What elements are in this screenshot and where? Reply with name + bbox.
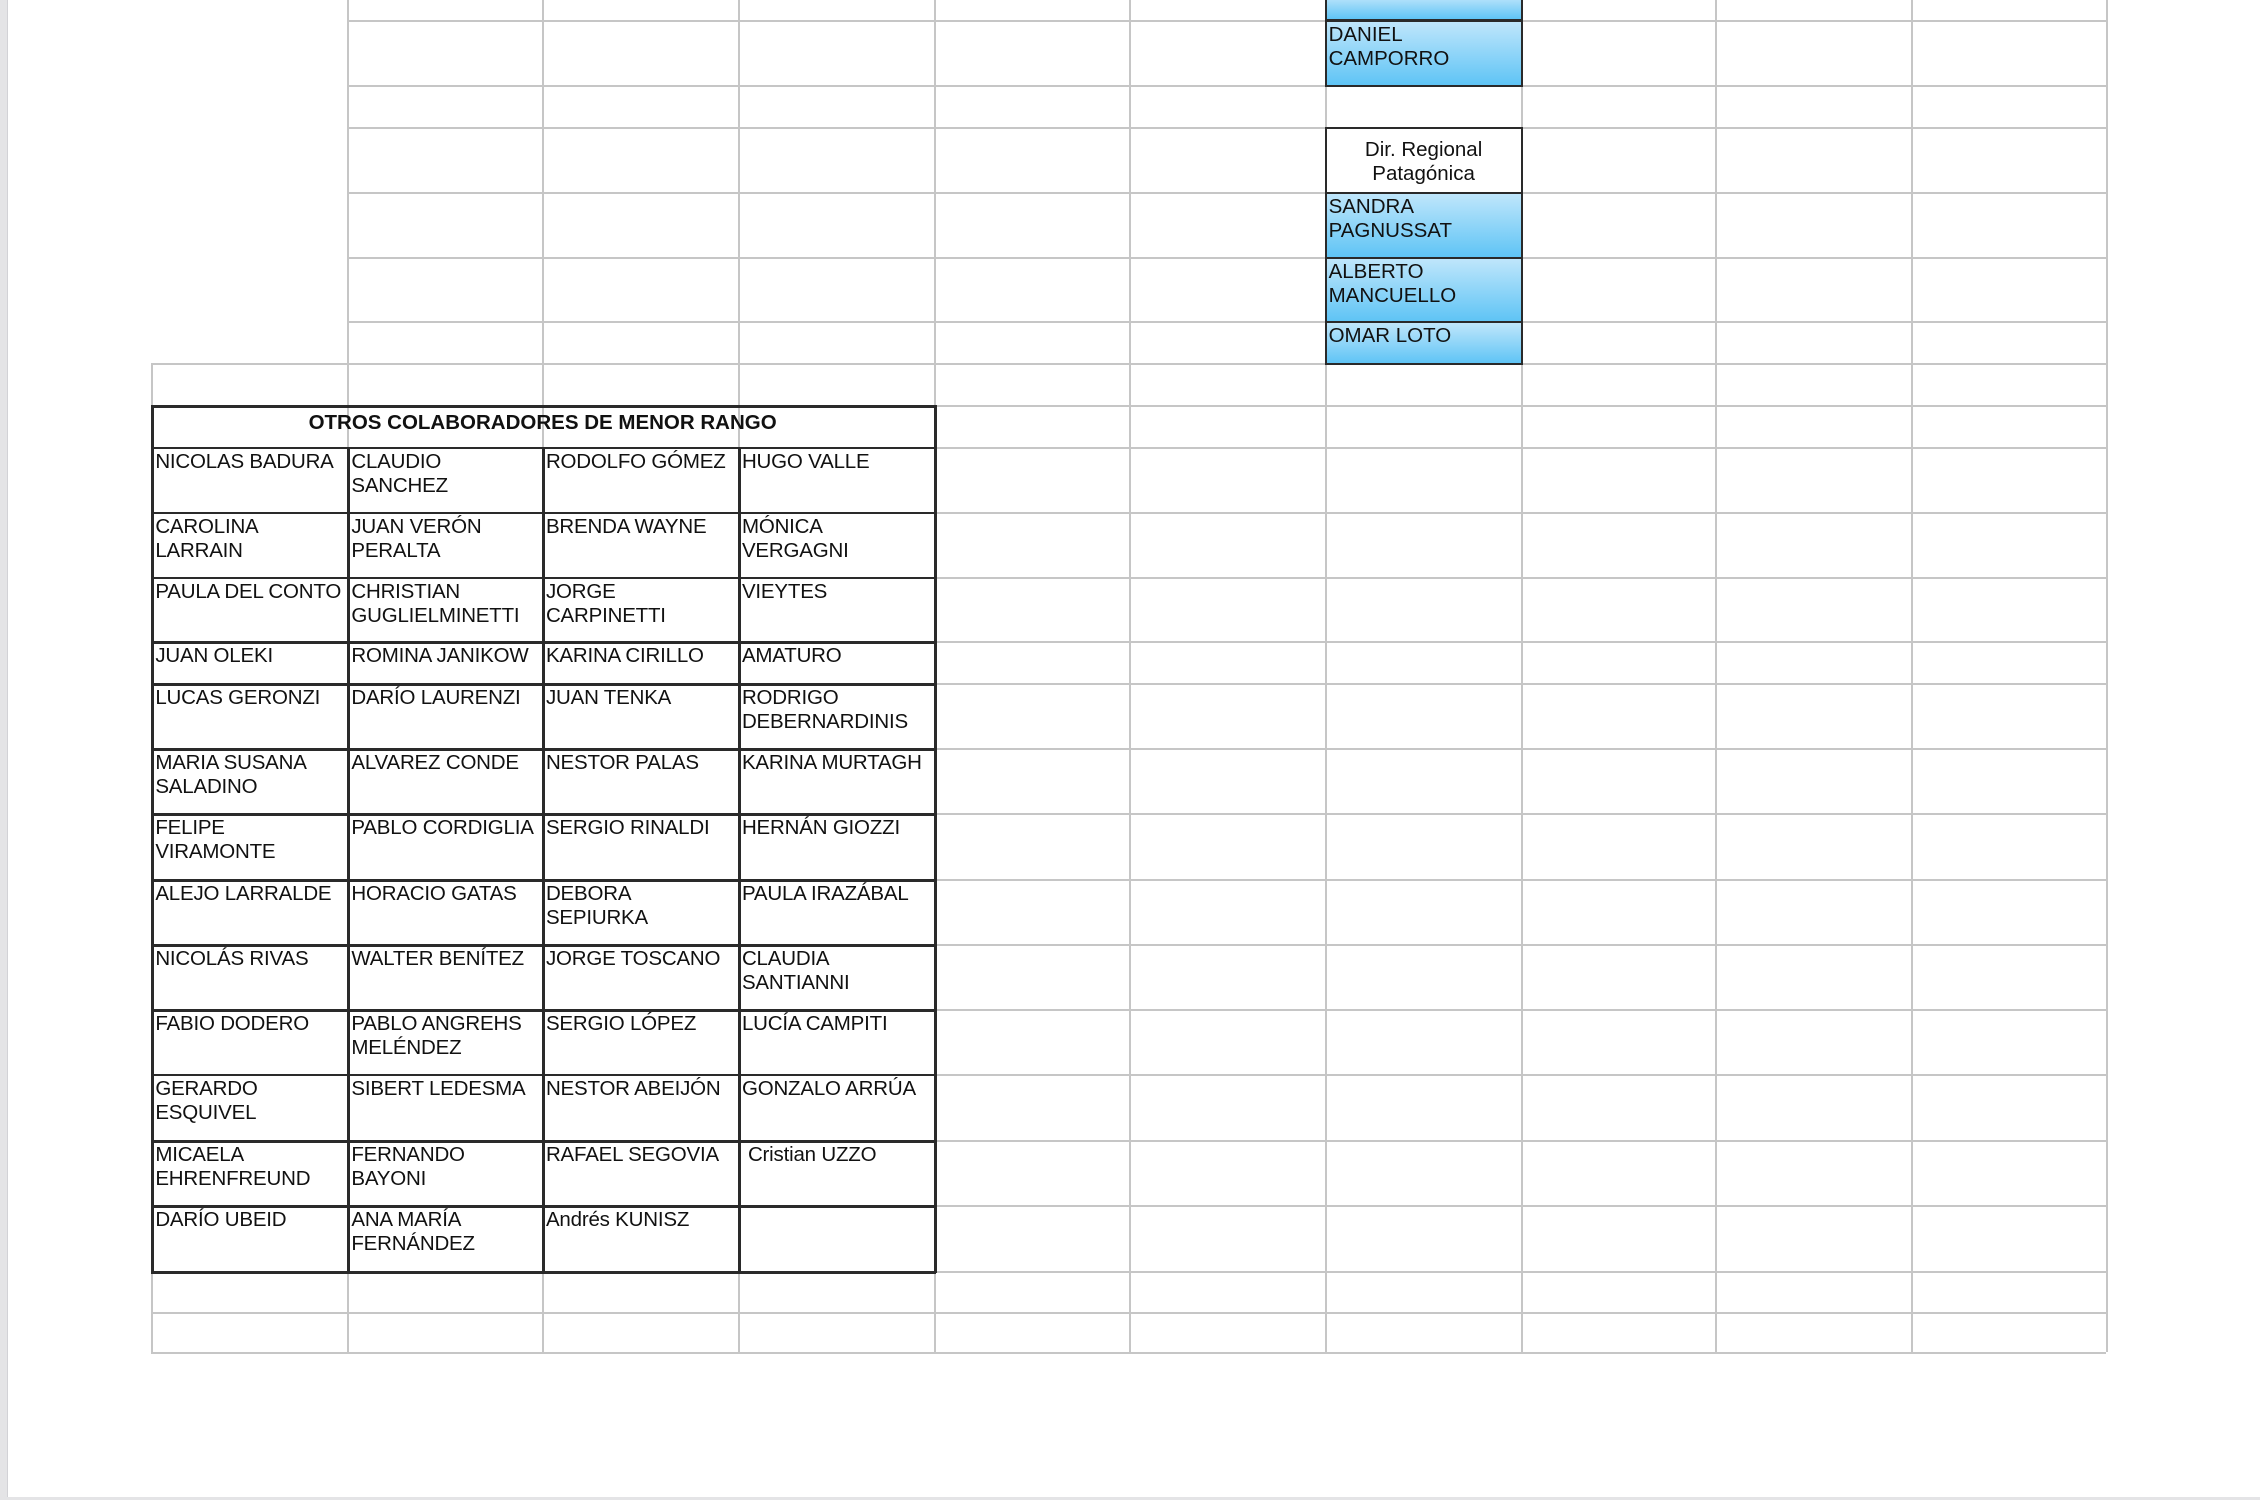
collaborator-name-cell: FABIO DODERO [155,1011,309,1035]
collaborator-name-cell: ANA MARÍA FERNÁNDEZ [351,1207,475,1255]
table-border-line [151,405,936,408]
collaborator-name-cell: LUCÍA CAMPITI [741,1011,888,1035]
collaborator-name-cell: SERGIO LÓPEZ [545,1011,697,1035]
collaborator-name-cell: BRENDA WAYNE [545,514,707,538]
collaborator-name-cell: MARIA SUSANA SALADINO [155,751,306,799]
collaborator-name-cell: PAULA IRAZÁBAL [741,882,909,906]
collaborator-name-cell: MÓNICA VERGAGNI [741,514,849,562]
collaborator-name-cell: CLAUDIA SANTIANNI [741,947,850,995]
collaborator-name-cell: FERNANDO BAYONI [351,1143,465,1191]
grid-row-line [347,321,2105,323]
collaborator-name-cell: SIBERT LEDESMA [351,1076,526,1100]
grid-row-line [347,257,2105,259]
collaborator-name-cell: RODOLFO GÓMEZ [545,449,726,473]
collaborator-name-cell: KARINA CIRILLO [545,644,704,668]
collaborator-name-cell: JORGE CARPINETTI [545,579,666,627]
collaborator-name-cell: WALTER BENÍTEZ [351,947,524,971]
collaborator-name-cell: HUGO VALLE [741,449,870,473]
grid-col-line [2106,0,2108,1352]
collaborator-name-cell: AMATURO [741,644,842,668]
org-box-name [1325,0,1523,21]
collaborator-name-cell: NICOLAS BADURA [155,449,334,473]
collaborator-name-cell: Andrés KUNISZ [545,1207,690,1231]
collaborator-name-cell: SERGIO RINALDI [545,815,710,839]
collaborator-name-cell: MICAELA EHRENFREUND [155,1143,311,1191]
collaborator-name-cell: VIEYTES [741,579,828,603]
collaborator-name-cell: GONZALO ARRÚA [741,1076,916,1100]
collaborator-name-cell: JUAN TENKA [545,686,672,710]
collaborator-name-cell: Cristian UZZO [747,1143,877,1167]
grid-row-line [347,85,2105,87]
grid-col-line [1911,0,1913,1352]
collaborator-name-cell: ALEJO LARRALDE [155,882,332,906]
grid-row-line [347,127,2105,129]
org-box-name: OMAR LOTO [1325,321,1523,365]
collaborator-name-cell: GERARDO ESQUIVEL [155,1076,258,1124]
org-box-name: DANIEL CAMPORRO [1325,20,1523,87]
table-col-line [542,447,545,1271]
collaborators-table-title: OTROS COLABORADORES DE MENOR RANGO [308,411,777,434]
grid-col-line [1715,0,1717,1352]
collaborator-name-cell: HORACIO GATAS [351,882,517,906]
collaborator-name-cell: FELIPE VIRAMONTE [155,815,276,863]
grid-row-line [151,1312,2105,1314]
collaborator-name-cell: RODRIGO DEBERNARDINIS [741,686,908,734]
collaborator-name-cell: LUCAS GERONZI [155,686,321,710]
table-row-line [151,1271,936,1274]
grid-col-line [1129,0,1131,1352]
table-col-line [738,447,741,1271]
collaborator-name-cell: NICOLÁS RIVAS [155,947,309,971]
collaborator-name-cell: DARÍO LAURENZI [351,686,521,710]
org-box-name: SANDRA PAGNUSSAT [1325,192,1523,259]
table-border-line [151,405,154,1273]
collaborator-name-cell [742,1208,933,1270]
collaborator-name-cell: NESTOR PALAS [545,751,699,775]
collaborator-name-cell: ALVAREZ CONDE [351,751,519,775]
collaborator-name-cell: CAROLINA LARRAIN [155,514,258,562]
collaborator-name-cell: PABLO CORDIGLIA [351,815,534,839]
collaborator-name-cell: ROMINA JANIKOW [351,644,529,668]
collaborator-name-cell: PAULA DEL CONTO [155,579,342,603]
collaborator-name-cell: JORGE TOSCANO [545,947,721,971]
grid-row-line [151,363,2105,365]
collaborator-name-cell: DARÍO UBEID [155,1207,287,1231]
collaborator-name-cell: HERNÁN GIOZZI [741,815,900,839]
table-col-line [347,447,350,1271]
collaborator-name-cell: CLAUDIO SANCHEZ [351,449,448,497]
collaborator-name-cell: JUAN VERÓN PERALTA [351,514,482,562]
org-box-name: ALBERTO MANCUELLO [1325,257,1523,324]
collaborator-name-cell: CHRISTIAN GUGLIELMINETTI [351,579,520,627]
collaborator-name-cell: DEBORA SEPIURKA [545,882,649,930]
collaborator-name-cell: RAFAEL SEGOVIA [545,1143,719,1167]
viewer-left-edge [0,0,8,1500]
grid-row-line [347,192,2105,194]
collaborator-name-cell: PABLO ANGREHS MELÉNDEZ [351,1011,522,1059]
collaborator-name-cell: KARINA MURTAGH [741,751,922,775]
org-box-header: Dir. Regional Patagónica [1325,127,1523,194]
grid-row-line [151,1352,2105,1354]
collaborator-name-cell: NESTOR ABEIJÓN [545,1076,721,1100]
grid-row-line [347,20,2105,22]
collaborator-name-cell: JUAN OLEKI [155,644,273,668]
